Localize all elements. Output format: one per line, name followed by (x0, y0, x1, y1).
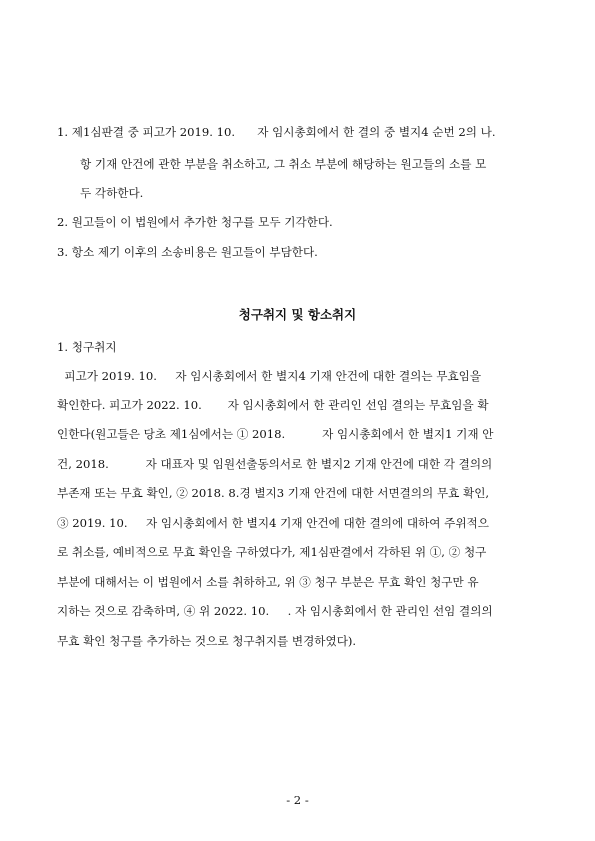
order-item-2-line-1: 2. 원고들이 이 법원에서 추가한 청구를 모두 기각한다. (57, 215, 333, 229)
claim-line-4: 건, 2018. 자 대표자 및 임원선출동의서로 한 별지2 기재 안건에 대한 각 결의의 (57, 457, 493, 471)
claim-line-9: 지하는 것으로 감축하며, ④ 위 2022. 10. . 자 임시총회에서 한 관리인 선임 결의의 (57, 604, 493, 618)
claim-line-1: 피고가 2019. 10. 자 임시총회에서 한 별지4 기재 안건에 대한 결의는 무효임을 (57, 369, 482, 383)
claim-heading: 1. 청구취지 (57, 340, 117, 354)
order-item-1-line-2: 항 기재 안건에 관한 부분을 취소하고, 그 취소 부분에 해당하는 원고들의 소를 모 (80, 157, 487, 171)
claim-line-10: 무효 확인 청구를 추가하는 것으로 청구취지를 변경하였다). (57, 634, 357, 648)
claim-line-7: 로 취소를, 예비적으로 무효 확인을 구하였다가, 제1심판결에서 각하된 위 ①, ② 청구 (57, 545, 487, 559)
order-item-1-line-1: 1. 제1심판결 중 피고가 2019. 10. 자 임시총회에서 한 결의 중 별지4 순번 2의 나. (57, 125, 496, 139)
order-item-1-line-3: 두 각하한다. (80, 186, 144, 200)
claim-line-5: 부존재 또는 무효 확인, ② 2018. 8.경 별지3 기재 안건에 대한 서면결의의 무효 확인, (57, 486, 490, 500)
claim-line-6: ③ 2019. 10. 자 임시총회에서 한 별지4 기재 안건에 대한 결의에 대하여 주위적으 (57, 516, 489, 530)
section-title: 청구취지 및 항소취지 (238, 307, 357, 322)
claim-line-8: 부분에 대해서는 이 법원에서 소를 취하하고, 위 ③ 청구 부분은 무효 확인 청구만 유 (57, 575, 479, 589)
order-item-3-line-1: 3. 항소 제기 이후의 소송비용은 원고들이 부담한다. (57, 245, 318, 259)
claim-line-3: 인한다(원고들은 당초 제1심에서는 ① 2018. 자 임시총회에서 한 별지1 기재 안 (57, 427, 494, 441)
page-number: - 2 - (286, 793, 309, 807)
claim-line-2: 확인한다. 피고가 2022. 10. 자 임시총회에서 한 관리인 선임 결의는 무효임을 확 (57, 398, 489, 412)
